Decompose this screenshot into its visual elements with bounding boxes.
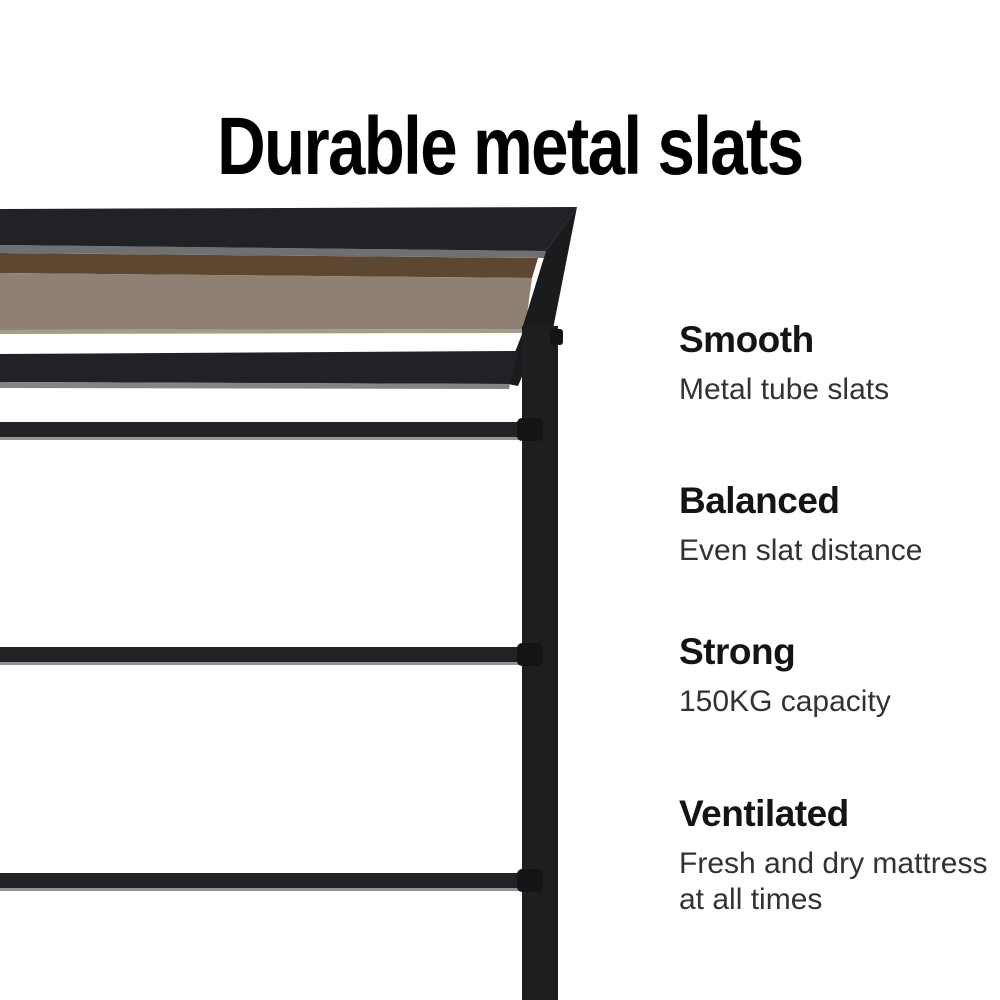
feature-heading: Smooth [679, 319, 814, 360]
feature-ventilated [679, 792, 1000, 918]
slat-1-shadow [0, 437, 524, 440]
feature-smooth [679, 318, 1000, 408]
feature-description: 150KG capacity [679, 685, 891, 718]
slat-2 [0, 647, 524, 662]
slat-2-bracket [517, 643, 543, 666]
feature-heading: Balanced [679, 480, 840, 521]
title-bar [0, 51, 1000, 243]
slat-3-bracket [517, 869, 543, 892]
slat-3-shadow [0, 888, 524, 891]
leg-post-top-bracket [550, 329, 563, 345]
feature-description: Fresh and dry mattress at all times [679, 847, 988, 916]
feature-balanced [679, 479, 1000, 569]
wood-rail-face [0, 273, 532, 330]
feature-heading: Strong [679, 631, 796, 672]
feature-strong [679, 630, 1000, 720]
slat-2-shadow [0, 662, 524, 665]
slat-1-bracket [517, 418, 543, 441]
feature-description: Even slat distance [679, 534, 923, 567]
slat-1 [0, 422, 524, 437]
feature-description: Metal tube slats [679, 373, 890, 406]
feature-heading: Ventilated [679, 793, 849, 834]
slat-3 [0, 873, 524, 888]
page-title: Durable metal slats [217, 100, 803, 192]
support-bar [0, 351, 518, 384]
